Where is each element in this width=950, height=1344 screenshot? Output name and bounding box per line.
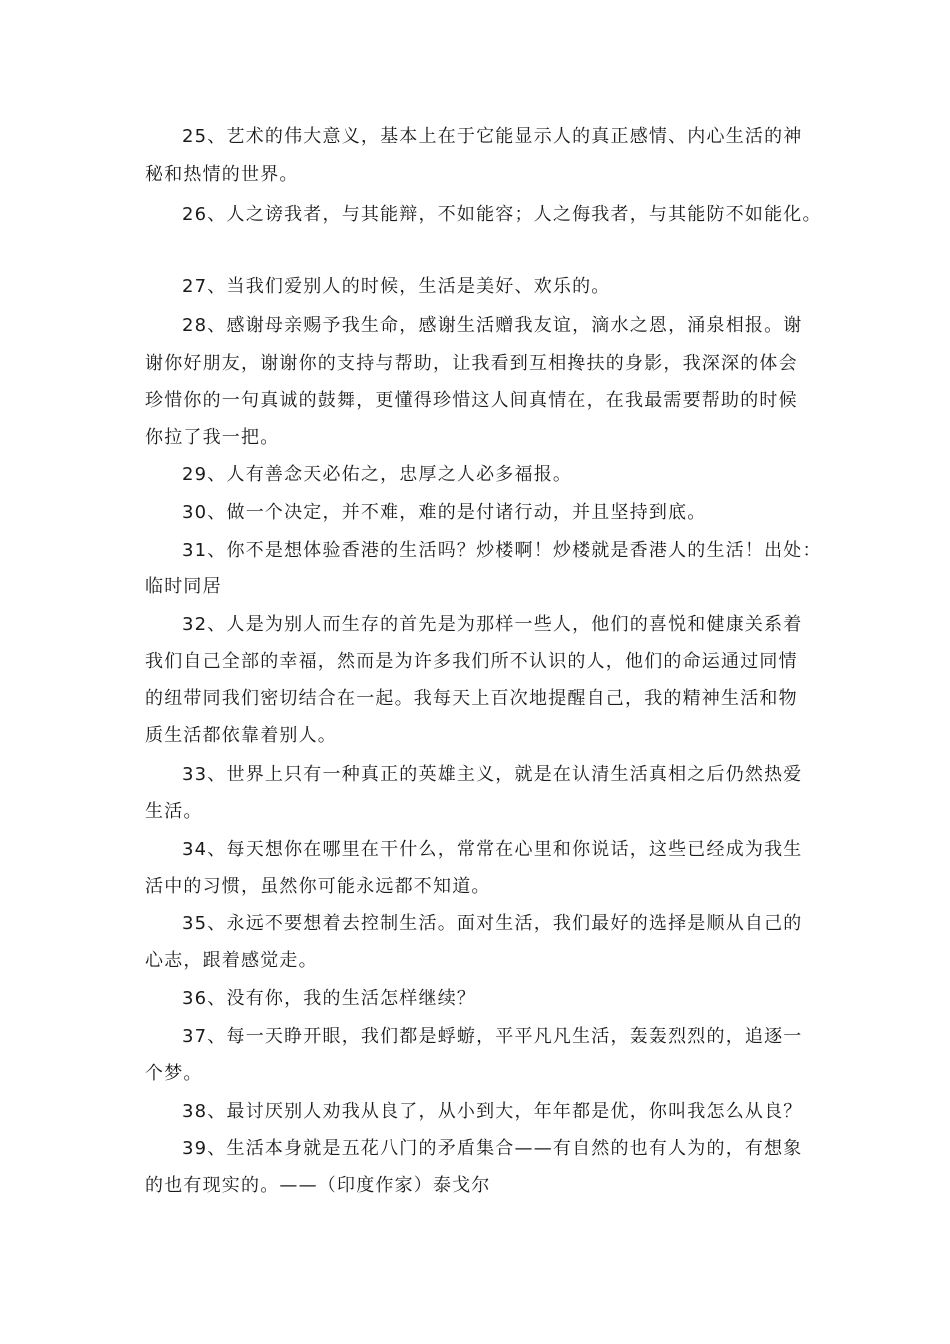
text-line: 35、永远不要想着去控制生活。面对生活，我们最好的选择是顺从自己的	[182, 913, 803, 934]
text-line: 的纽带同我们密切结合在一起。我每天上百次地提醒自己，我的精神生活和物	[145, 688, 798, 709]
text-line: 34、每天想你在哪里在干什么，常常在心里和你说话，这些已经成为我生	[182, 839, 803, 860]
text-line: 活中的习惯，虽然你可能永远都不知道。	[145, 876, 491, 897]
text-line: 30、做一个决定，并不难，难的是付诸行动，并且坚持到底。	[182, 502, 707, 523]
text-line: 秘和热情的世界。	[145, 164, 299, 185]
text-line: 38、最讨厌别人劝我从良了，从小到大，年年都是优，你叫我怎么从良？	[182, 1101, 803, 1122]
text-line: 25、艺术的伟大意义，基本上在于它能显示人的真正感情、内心生活的神	[182, 126, 803, 147]
text-line: 39、生活本身就是五花八门的矛盾集合——有自然的也有人为的，有想象	[182, 1138, 803, 1159]
text-line: 36、没有你，我的生活怎样继续？	[182, 988, 477, 1009]
text-line: 28、感谢母亲赐予我生命，感谢生活赠我友谊，滴水之恩，涌泉相报。谢	[182, 315, 803, 336]
text-line: 个梦。	[145, 1063, 203, 1084]
text-line: 27、当我们爱别人的时候，生活是美好、欢乐的。	[182, 276, 611, 297]
text-line: 心志，跟着感觉走。	[145, 950, 318, 971]
text-line: 33、世界上只有一种真正的英雄主义，就是在认清生活真相之后仍然热爱	[182, 764, 803, 785]
text-line: 珍惜你的一句真诚的鼓舞，更懂得珍惜这人间真情在，在我最需要帮助的时候	[145, 390, 798, 411]
text-line: 临时同居	[145, 576, 222, 597]
text-line: 32、人是为别人而生存的首先是为那样一些人，他们的喜悦和健康关系着	[182, 614, 803, 635]
text-line: 37、每一天睁开眼，我们都是蜉蝣，平平凡凡生活，轰轰烈烈的，追逐一	[182, 1026, 803, 1047]
text-line: 29、人有善念天必佑之，忠厚之人必多福报。	[182, 464, 573, 485]
text-line: 的也有现实的。——（印度作家）泰戈尔	[145, 1175, 491, 1196]
text-line: 生活。	[145, 801, 203, 822]
text-line: 26、人之谤我者，与其能辩，不如能容；人之侮我者，与其能防不如能化。	[182, 204, 822, 225]
text-line: 我们自己全部的幸福，然而是为许多我们所不认识的人，他们的命运通过同情	[145, 651, 798, 672]
text-line: 谢你好朋友，谢谢你的支持与帮助，让我看到互相搀扶的身影，我深深的体会	[145, 353, 798, 374]
text-line: 质生活都依靠着别人。	[145, 725, 337, 746]
text-line: 31、你不是想体验香港的生活吗？炒楼啊！炒楼就是香港人的生活！出处：	[182, 540, 822, 561]
text-line: 你拉了我一把。	[145, 427, 280, 448]
